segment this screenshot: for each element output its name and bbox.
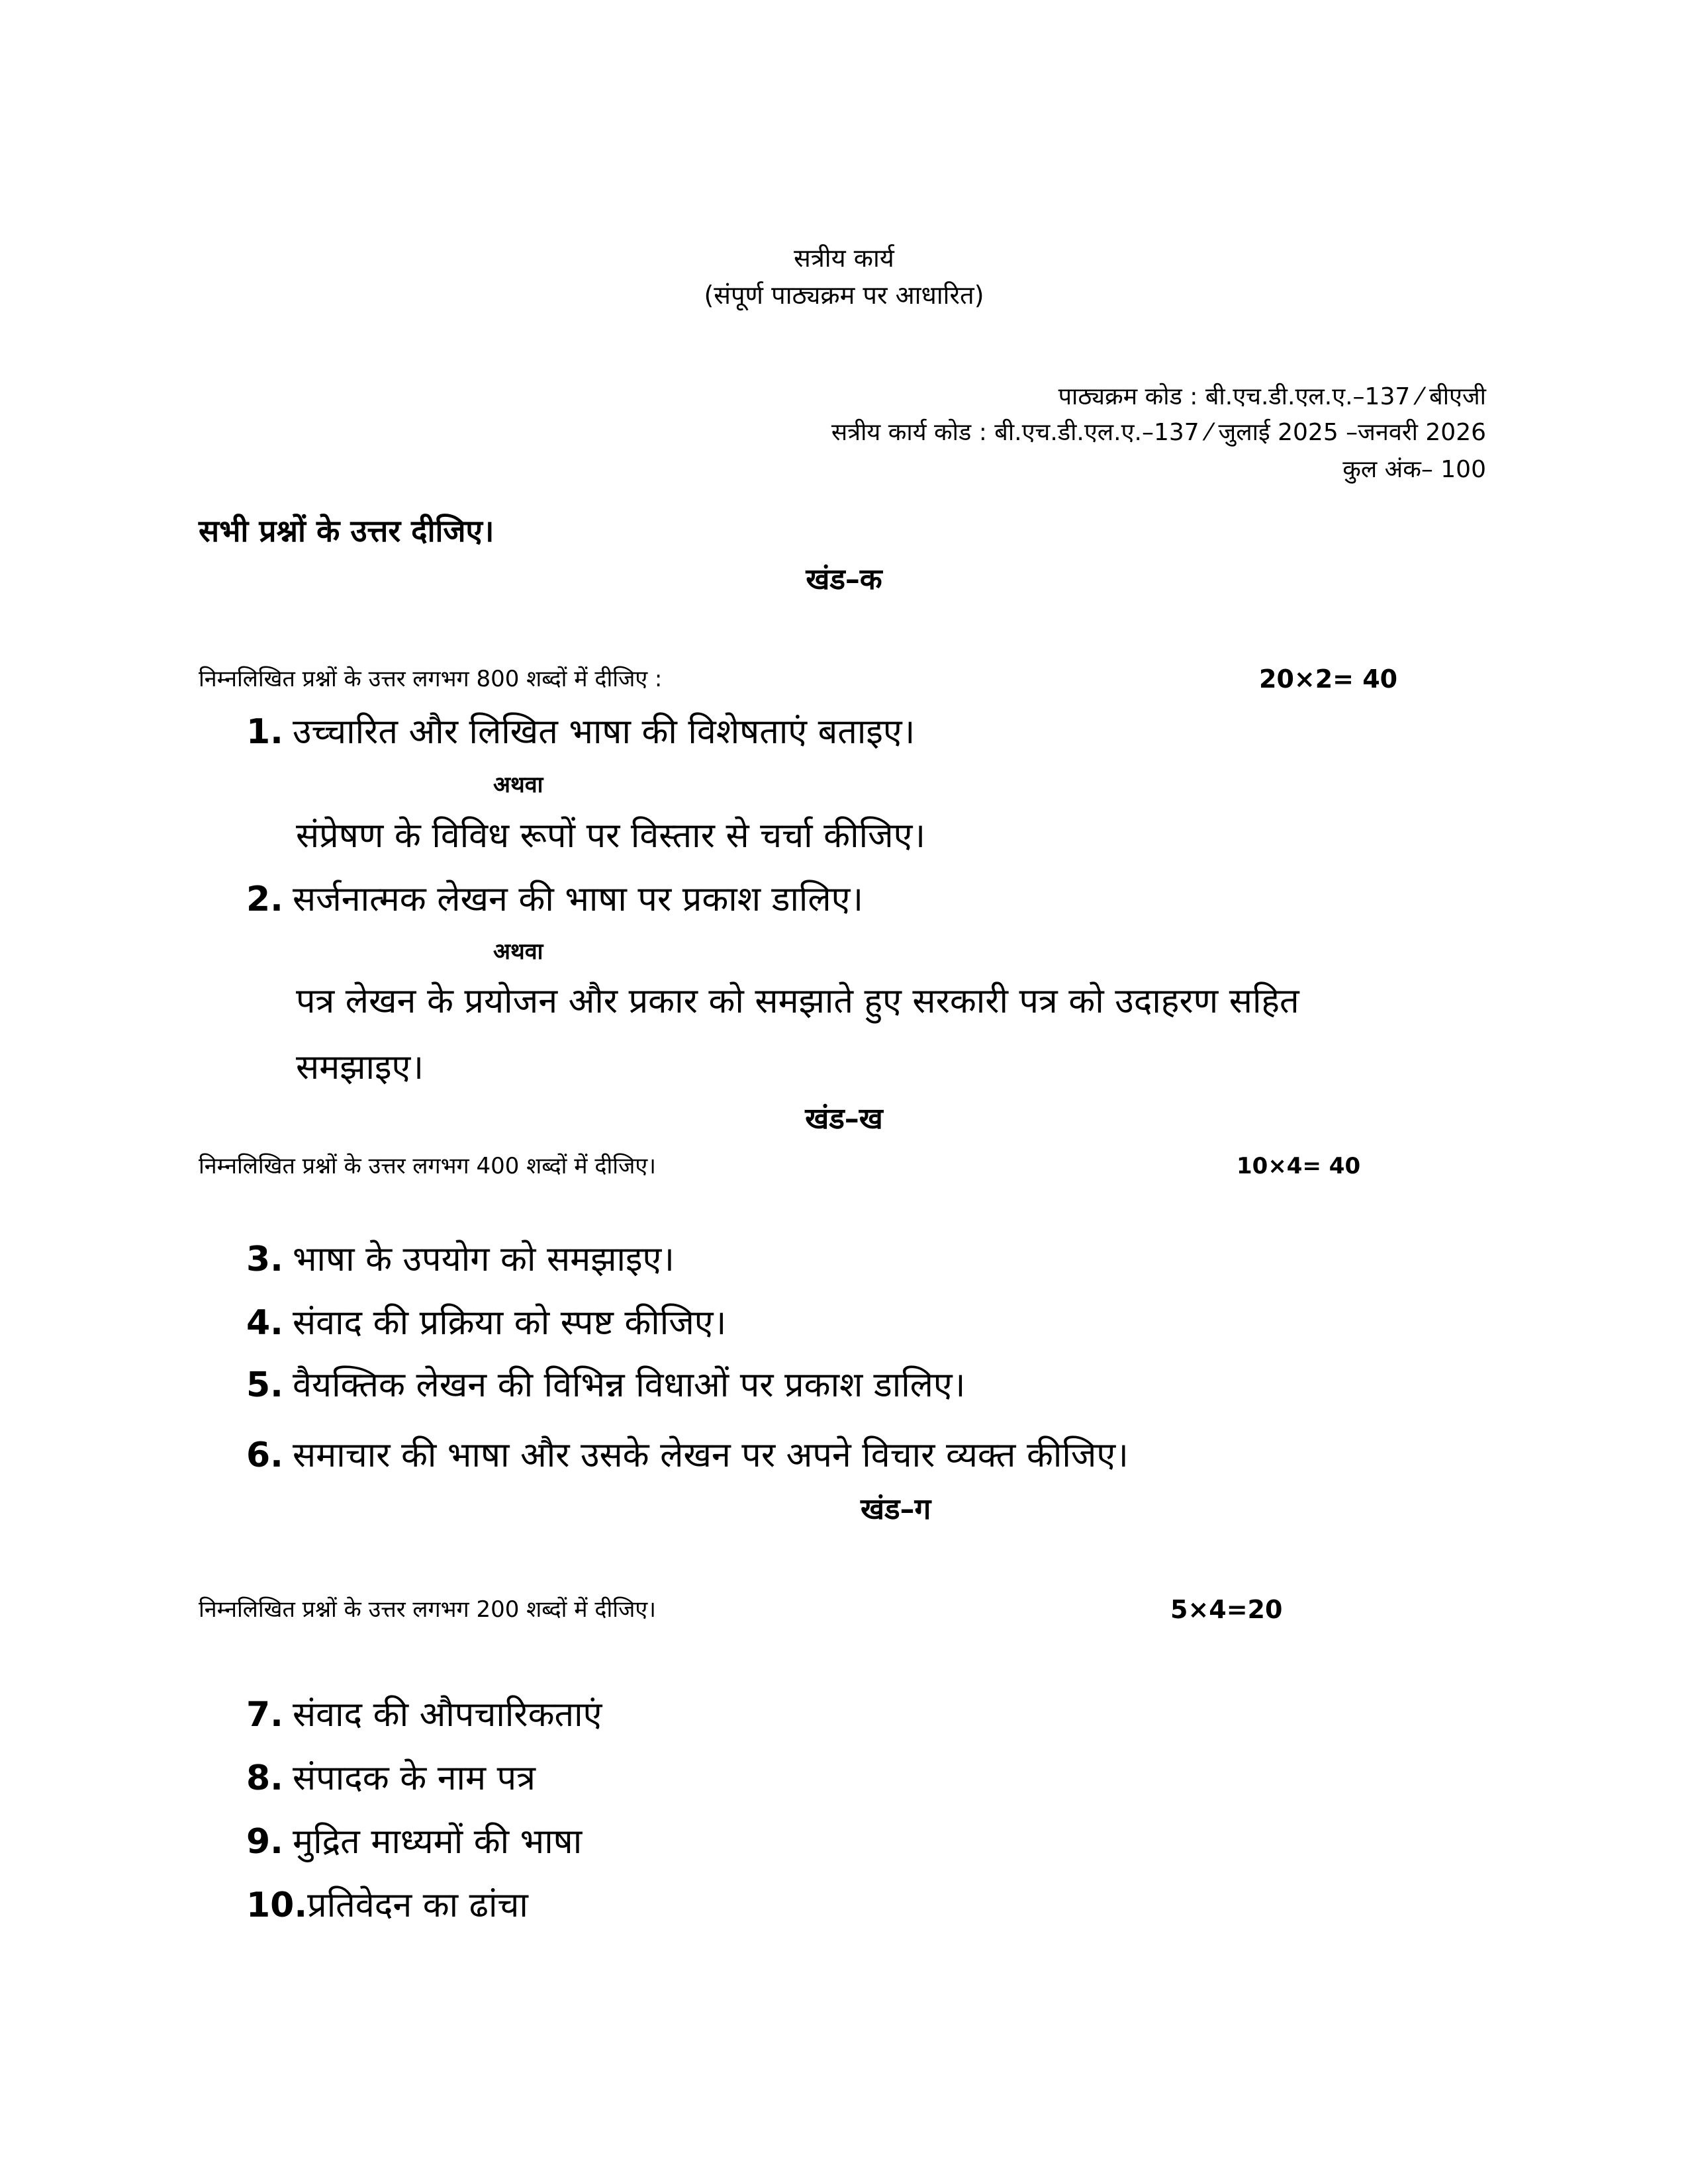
question-4 xyxy=(246,1302,726,1343)
question-text: वैयक्तिक लेखन की विभिन्न विधाओं पर प्रकाश डालिए। xyxy=(293,1365,966,1405)
section-a-title: खंड–क xyxy=(806,563,882,596)
section-c-title: खंड–ग xyxy=(861,1492,931,1526)
assignment-code: सत्रीय कार्य कोड : बी.एच.डी.एल.ए.–137 ⁄ जुलाई 2025 –जनवरी 2026 xyxy=(831,419,1486,446)
question-number: 3. xyxy=(246,1240,283,1279)
question-number: 1. xyxy=(246,712,283,752)
question-number: 5. xyxy=(246,1365,283,1405)
question-text: प्रतिवेदन का ढांचा xyxy=(307,1886,528,1925)
section-a-intro: निम्नलिखित प्रश्नों के उत्तर लगभग 800 शब्दों में दीजिए : xyxy=(199,666,663,692)
question-8 xyxy=(246,1758,536,1799)
question-text: सर्जनात्मक लेखन की भाषा पर प्रकाश डालिए। xyxy=(293,880,864,919)
question-text: उच्चारित और लिखित भाषा की विशेषताएं बताइए। xyxy=(293,712,915,752)
general-instruction: सभी प्रश्नों के उत्तर दीजिए। xyxy=(199,513,494,549)
section-c-intro: निम्नलिखित प्रश्नों के उत्तर लगभग 200 शब्दों में दीजिए। xyxy=(199,1596,657,1623)
section-b-title: खंड–ख xyxy=(805,1102,883,1136)
question-2 xyxy=(246,879,863,920)
document-subtitle: (संपूर्ण पाठ्यक्रम पर आधारित) xyxy=(704,281,984,310)
question-2-alternative-line-1: पत्र लेखन के प्रयोजन और प्रकार को समझाते हुए सरकारी पत्र को उदाहरण सहित xyxy=(296,981,1299,1021)
question-7 xyxy=(246,1694,602,1735)
section-a-marks: 20×2= 40 xyxy=(1259,664,1398,694)
question-text: समाचार की भाषा और उसके लेखन पर अपने विचार व्यक्त कीजिए। xyxy=(293,1435,1129,1475)
question-number: 6. xyxy=(246,1435,283,1475)
question-number: 7. xyxy=(246,1695,283,1735)
or-label-1: अथवा xyxy=(493,772,543,798)
course-code: पाठ्यक्रम कोड : बी.एच.डी.एल.ए.–137 ⁄ बीएजी xyxy=(1058,383,1486,410)
document-title: सत्रीय कार्य xyxy=(794,244,894,273)
question-10 xyxy=(246,1885,528,1926)
question-6 xyxy=(246,1435,1129,1476)
question-number: 8. xyxy=(246,1758,283,1798)
question-number: 2. xyxy=(246,880,283,919)
question-1 xyxy=(246,711,915,752)
question-3 xyxy=(246,1239,675,1280)
question-text: मुद्रित माध्यमों की भाषा xyxy=(293,1822,583,1862)
question-5 xyxy=(246,1365,965,1406)
or-label-2: अथवा xyxy=(493,938,543,965)
section-c-marks: 5×4=20 xyxy=(1170,1595,1283,1624)
question-9 xyxy=(246,1821,582,1862)
section-b-marks: 10×4= 40 xyxy=(1237,1153,1361,1179)
question-text: भाषा के उपयोग को समझाइए। xyxy=(293,1240,675,1279)
section-b-intro: निम्नलिखित प्रश्नों के उत्तर लगभग 400 शब्दों में दीजिए। xyxy=(199,1153,657,1179)
question-number: 10. xyxy=(246,1886,308,1925)
question-text: संपादक के नाम पत्र xyxy=(293,1758,536,1798)
question-number: 9. xyxy=(246,1822,283,1862)
question-2-alternative-line-2: समझाइए। xyxy=(296,1048,424,1087)
question-number: 4. xyxy=(246,1303,283,1343)
question-text: संवाद की औपचारिकताएं xyxy=(293,1695,602,1735)
total-marks: कुल अंक– 100 xyxy=(1342,456,1486,483)
question-1-alternative: संप्रेषण के विविध रूपों पर विस्तार से चर्चा कीजिए। xyxy=(296,816,926,856)
question-text: संवाद की प्रक्रिया को स्पष्ट कीजिए। xyxy=(293,1303,727,1343)
